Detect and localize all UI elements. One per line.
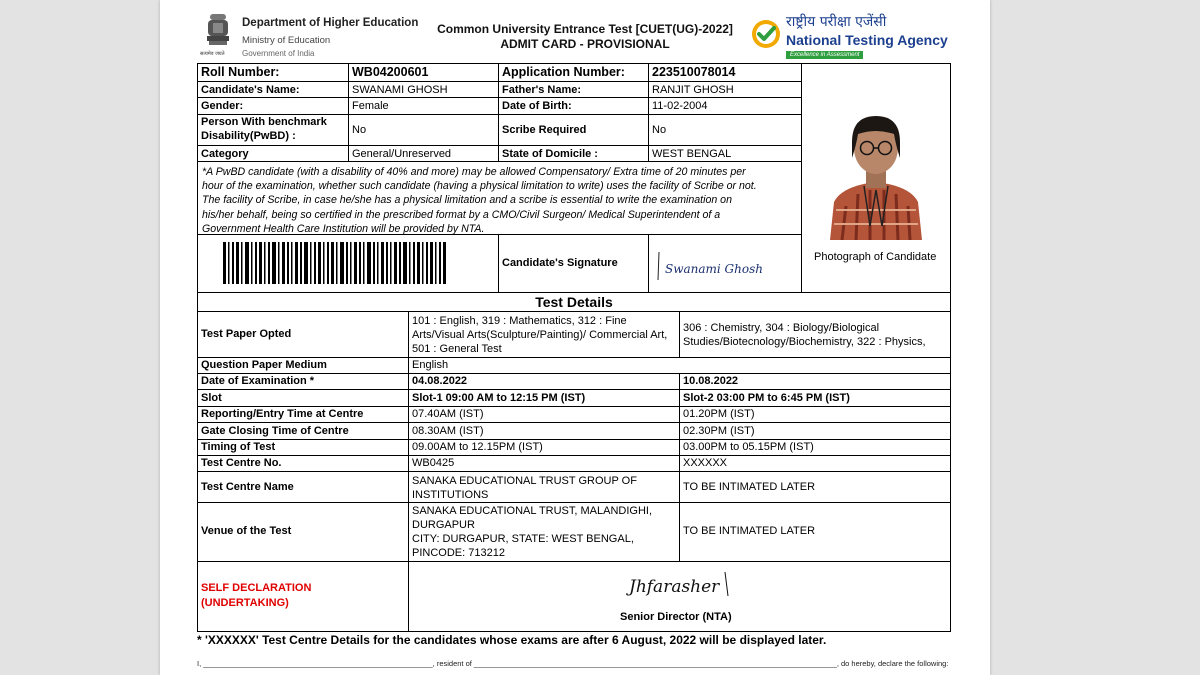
centre-number-slot-2: XXXXXX [683,457,728,469]
medium-value: English [412,359,449,371]
venue-line: CITY: DURGAPUR, STATE: WEST BENGAL, [412,533,634,545]
self-declaration-subtitle: (UNDERTAKING) [201,597,289,609]
centre-name-slot-1 [412,474,637,502]
pwbd-note-line: Government Health Care Institution will be provided by NTA. [202,222,485,235]
venue-line: SANAKA EDUCATIONAL TRUST, MALANDIGHI, [412,505,653,517]
domicile-label: State of Domicile : [502,148,598,160]
gate-closing-slot-1: 08.30AM (IST) [412,425,484,437]
admit-card-page [160,0,990,675]
roll-number-value: WB04200601 [352,65,429,79]
pwbd-label-line-1: Person With benchmark [201,116,327,128]
exam-date-label: Date of Examination * [201,375,315,387]
gender-value: Female [352,100,389,112]
centre-name-line: INSTITUTIONS [412,489,489,501]
government-name: Government of India [242,49,315,58]
self-declaration-title: SELF DECLARATION [201,582,312,594]
nta-name: National Testing Agency [786,32,948,48]
centre-name-label: Test Centre Name [201,481,294,493]
medium-label: Question Paper Medium [201,359,327,371]
test-paper-line: 306 : Chemistry, 304 : Biology/Biological [683,322,880,334]
exam-date-slot-2: 10.08.2022 [683,375,739,387]
timing-label: Timing of Test [201,441,276,453]
photo-label: Photograph of Candidate [814,251,937,263]
pwbd-label-line-2: Disability(PwBD) : [201,130,296,142]
test-paper-slot-2 [683,321,926,349]
test-paper-line: Arts/Visual Arts(Sculpture/Painting)/ Commercial Art, [412,329,668,341]
centre-name-line: SANAKA EDUCATIONAL TRUST GROUP OF [412,475,637,487]
pwbd-note [202,165,762,236]
category-label: Category [201,148,249,160]
timing-slot-2: 03.00PM to 05.15PM (IST) [683,441,814,453]
dob-value: 11-02-2004 [652,100,708,112]
slot-2-value: Slot-2 03:00 PM to 6:45 PM (IST) [683,392,850,404]
candidate-name-value: SWANAMI GHOSH [352,84,448,96]
test-paper-slot-1 [412,314,667,356]
candidate-name-label: Candidate's Name: [201,84,300,96]
gender-label: Gender: [201,100,244,112]
pwbd-note-line: his/her behalf, being so certified in the prescribed format by a CMO/Civil Surgeon/ Medical Superintendent of a [202,208,721,221]
centre-name-slot-2: TO BE INTIMATED LATER [683,481,816,493]
card-title: ADMIT CARD - PROVISIONAL [500,37,670,51]
category-value: General/Unreserved [352,148,452,160]
test-details-heading: Test Details [535,294,613,310]
reporting-time-label: Reporting/Entry Time at Centre [201,408,364,420]
barcode [223,242,446,284]
card-header [160,0,990,62]
venue-label: Venue of the Test [201,525,292,537]
test-paper-line: 101 : English, 319 : Mathematics, 312 : Fine [412,315,627,327]
scribe-required-value: No [652,124,667,136]
declaration-line: I, _______________________________________________________, resident of _______________________________________________________________________________________, do hereby, declare the following: [197,659,949,668]
reporting-time-slot-1: 07.40AM (IST) [412,408,484,420]
venue-slot-1 [412,504,652,560]
senior-director-label: Senior Director (NTA) [620,611,732,623]
pwbd-note-line: hour of the examination, whether such candidate (having a physical limitation to write) uses the facility of Scribe or not. [202,180,757,193]
application-number-label: Application Number: [502,65,625,79]
centre-details-footnote: * 'XXXXXX' Test Centre Details for the candidates whose exams are after 6 August, 2022 will be displayed later. [197,633,827,647]
timing-slot-1: 09.00AM to 12.15PM (IST) [412,441,543,453]
emblem-caption: सत्यमेव जयते [200,51,225,57]
centre-number-slot-1: WB0425 [412,457,455,469]
scribe-required-label: Scribe Required [502,124,587,136]
candidate-signature-label: Candidate's Signature [502,257,618,269]
candidate-signature [655,248,785,284]
nta-tagline: Excellence in Assessment [786,51,863,59]
nta-logo-icon [750,18,782,50]
application-number-value: 223510078014 [652,65,736,79]
roll-number-label: Roll Number: [201,65,280,79]
slot-1-value: Slot-1 09:00 AM to 12:15 PM (IST) [412,392,586,404]
ministry-name: Ministry of Education [242,35,331,46]
test-paper-label: Test Paper Opted [201,328,292,340]
father-name-label: Father's Name: [502,84,582,96]
pwbd-note-line: *A PwBD candidate (with a disability of 40% and more) may be allowed Compensatory/ Extra time of 20 minutes per [202,166,746,178]
venue-line: DURGAPUR [412,519,475,531]
pwbd-note-line: The facility of Scribe, in case he/she has a physical limitation and a scribe is essential to write the examination on [202,194,732,207]
director-signature [625,566,735,602]
candidate-photo [812,90,940,240]
department-name: Department of Higher Education [242,17,419,29]
father-name-value: RANJIT GHOSH [652,84,734,96]
test-paper-line: 501 : General Test [412,343,502,355]
venue-slot-2: TO BE INTIMATED LATER [683,525,816,537]
dob-label: Date of Birth: [502,100,572,112]
domicile-value: WEST BENGAL [652,148,732,160]
director-signature-text: Jhfarasher [629,577,720,597]
exam-date-slot-1: 04.08.2022 [412,375,468,387]
centre-number-label: Test Centre No. [201,457,282,469]
nta-hindi-name: राष्ट्रीय परीक्षा एजेंसी [786,14,887,30]
slot-label: Slot [201,392,222,404]
candidate-signature-text: Swanami Ghosh [665,262,763,276]
pwbd-value: No [352,124,367,136]
test-title: Common University Entrance Test [CUET(UG)-2022] [437,22,733,36]
reporting-time-slot-2: 01.20PM (IST) [683,408,755,420]
gate-closing-slot-2: 02.30PM (IST) [683,425,755,437]
gate-closing-label: Gate Closing Time of Centre [201,425,349,437]
venue-line: PINCODE: 713212 [412,547,505,559]
test-paper-line: Studies/Biotecnology/Biochemistry, 322 : Physics, [683,336,926,348]
